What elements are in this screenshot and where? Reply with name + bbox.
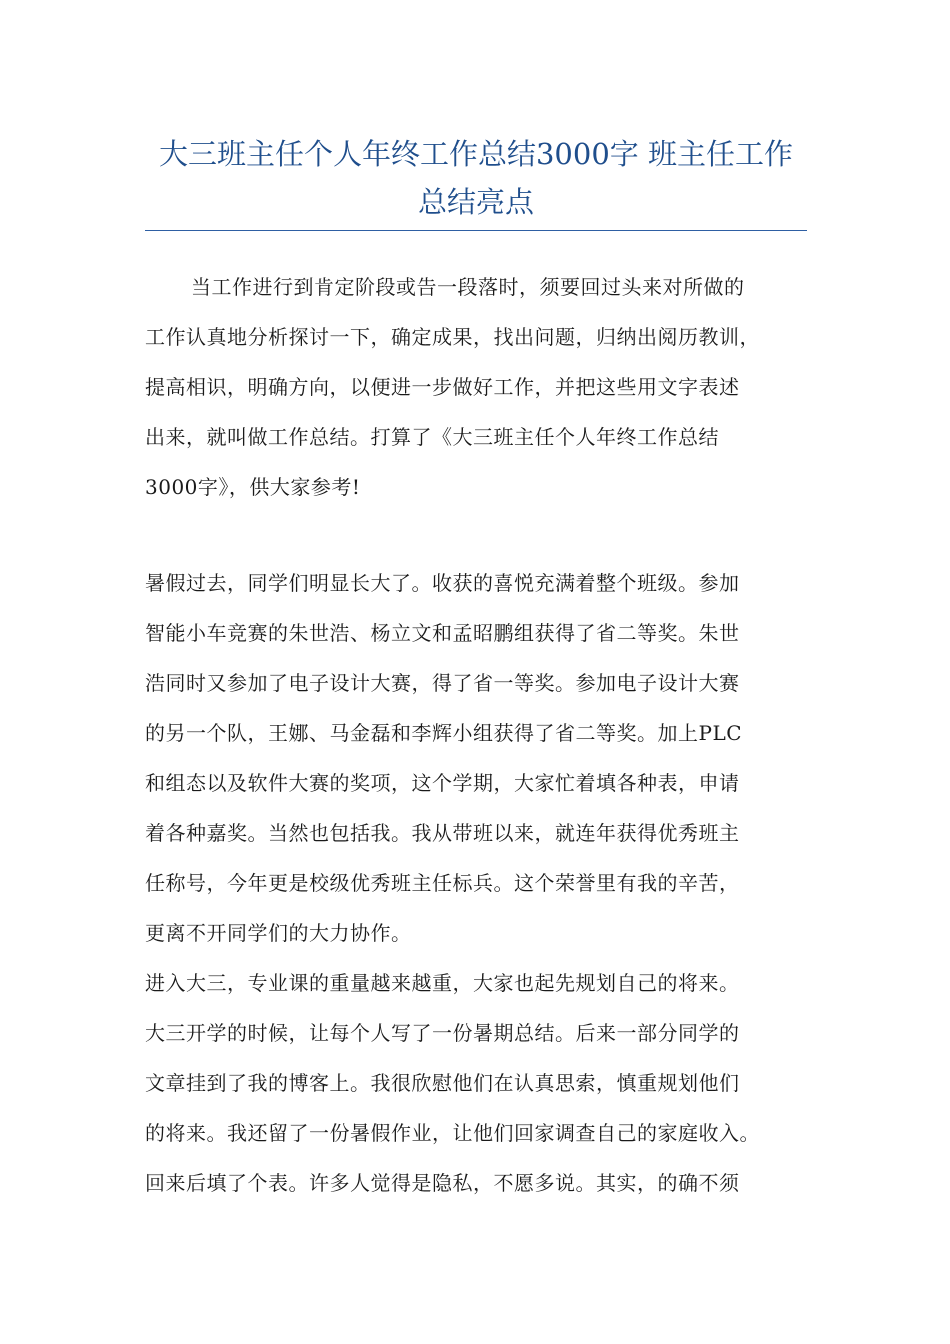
title-line: 大三班主任个人年终工作总结3000字 班主任工作 [158, 137, 794, 171]
text-line: 着各种嘉奖。当然也包括我。我从带班以来，就连年获得优秀班主 [145, 821, 740, 845]
text-line: 更离不开同学们的大力协作。 [145, 921, 412, 945]
paragraph-spacer [145, 512, 807, 558]
title-line: 总结亮点 [417, 185, 534, 219]
text-line: 当工作进行到肯定阶段或告一段落时，须要回过头来对所做的 [191, 275, 745, 299]
text-line: 出来，就叫做工作总结。打算了《大三班主任个人年终工作总结 [145, 425, 719, 449]
text-line: 的另一个队，王娜、马金磊和李辉小组获得了省二等奖。加上PLC [145, 721, 743, 745]
paragraph-junior-year [145, 958, 807, 1208]
document-body [145, 262, 807, 1208]
text-line: 文章挂到了我的博客上。我很欣慰他们在认真思索，慎重规划他们 [145, 1071, 740, 1095]
text-line: 回来后填了个表。许多人觉得是隐私，不愿多说。其实，的确不须 [145, 1171, 740, 1195]
text-line: 暑假过去，同学们明显长大了。收获的喜悦充满着整个班级。参加 [145, 571, 740, 595]
text-line: 提高相识，明确方向，以便进一步做好工作，并把这些用文字表述 [145, 375, 740, 399]
text-line: 工作认真地分析探讨一下，确定成果，找出问题，归纳出阅历教训， [145, 325, 760, 349]
paragraph-achievements [145, 558, 807, 958]
text-line: 大三开学的时候，让每个人写了一份暑期总结。后来一部分同学的 [145, 1021, 740, 1045]
document-page [145, 0, 807, 1344]
text-line: 的将来。我还留了一份暑假作业，让他们回家调查自己的家庭收入。 [145, 1121, 760, 1145]
title-divider [145, 230, 807, 231]
intro-paragraph [145, 262, 807, 512]
text-line: 任称号，今年更是校级优秀班主任标兵。这个荣誉里有我的辛苦， [145, 871, 740, 895]
text-line: 和组态以及软件大赛的奖项，这个学期，大家忙着填各种表，申请 [145, 771, 740, 795]
text-line: 浩同时又参加了电子设计大赛，得了省一等奖。参加电子设计大赛 [145, 671, 740, 695]
text-line: 智能小车竞赛的朱世浩、杨立文和孟昭鹏组获得了省二等奖。朱世 [145, 621, 740, 645]
document-title [145, 130, 807, 226]
text-line: 3000字》，供大家参考! [145, 475, 361, 499]
text-line: 进入大三，专业课的重量越来越重，大家也起先规划自己的将来。 [145, 971, 740, 995]
